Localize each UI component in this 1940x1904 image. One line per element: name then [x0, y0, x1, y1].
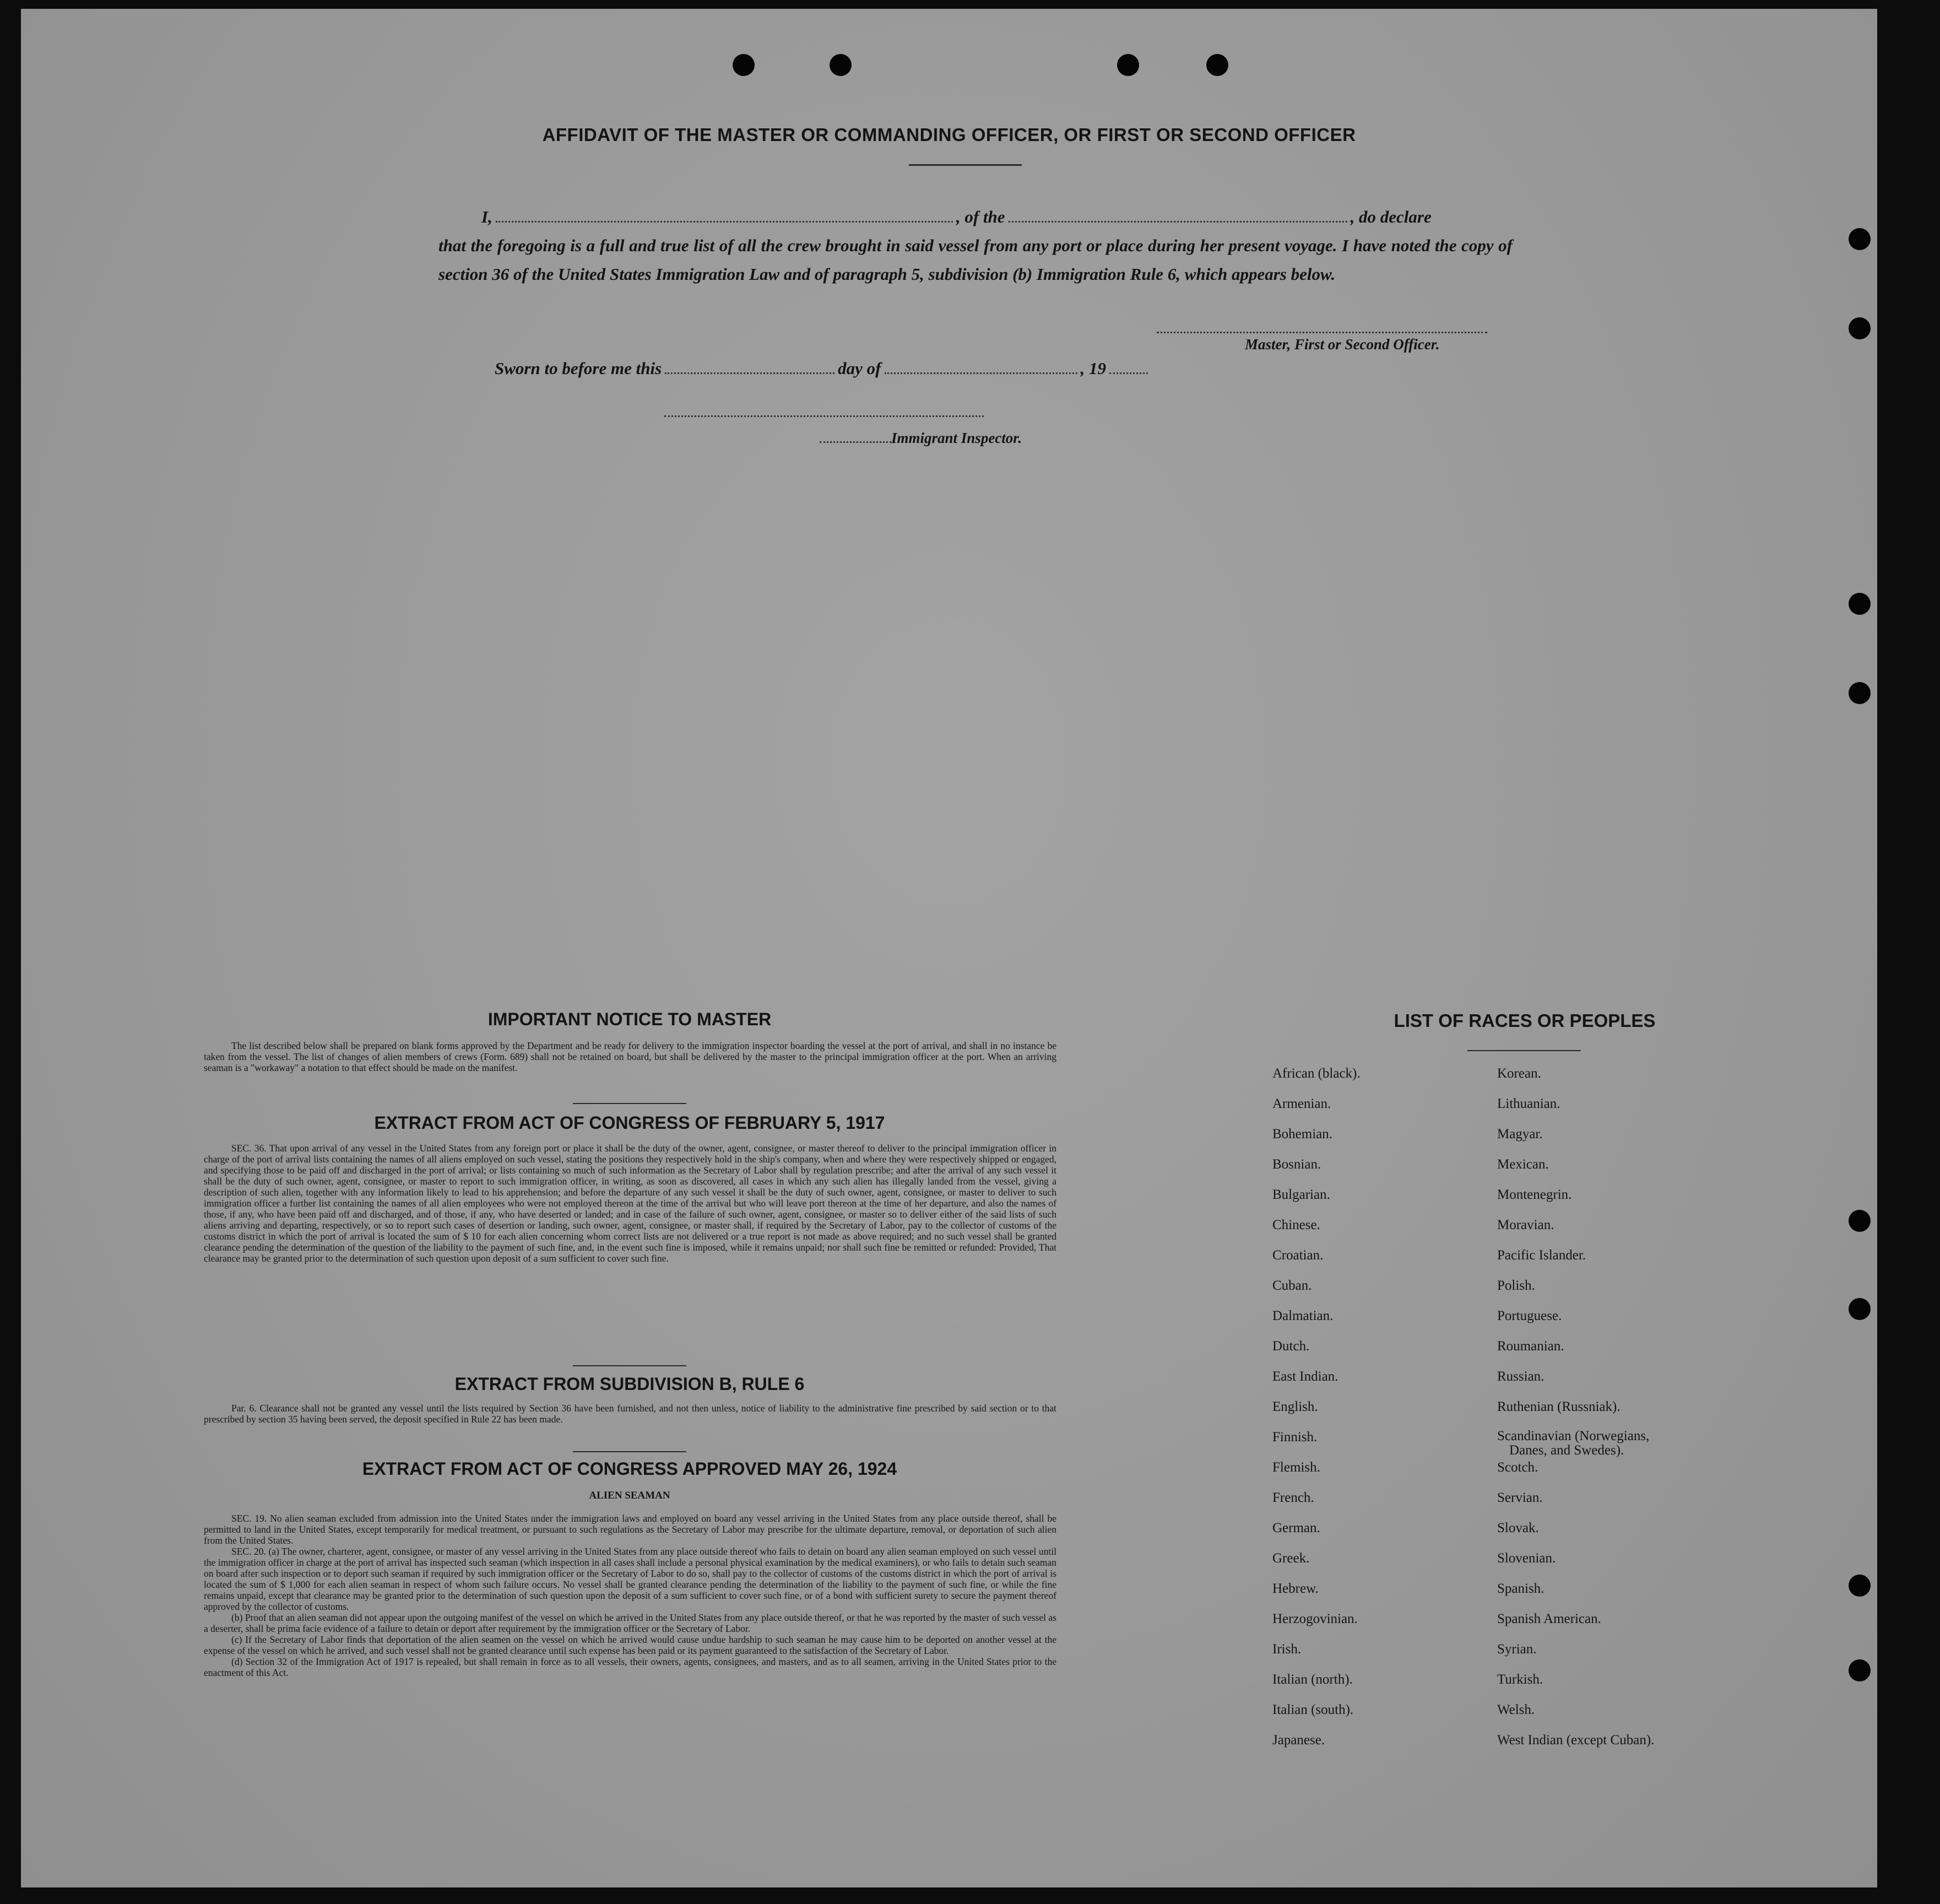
inspector-label: Immigrant Inspector. [891, 430, 1022, 446]
race-item: Flemish. [1272, 1460, 1320, 1475]
race-item: Slovak. [1497, 1521, 1539, 1535]
race-item: Pacific Islander. [1497, 1248, 1586, 1263]
punch-hole [1117, 54, 1139, 76]
notice-title: IMPORTANT NOTICE TO MASTER [487, 1009, 772, 1029]
declaration-text: that the foregoing is a full and true list of all the crew brought in said vessel from any port or place during her present voyage. I have noted the copy of section 36 of the United States Immigration Law and of paragraph 5, subdivision (b) Immigration Rule 6, which appears below. [438, 236, 1513, 284]
punch-hole [1849, 1575, 1871, 1597]
alien-seaman-subtitle: ALIEN SEAMAN [589, 1490, 670, 1501]
extract-rule6-text [204, 1403, 1056, 1425]
race-item: Greek. [1272, 1551, 1310, 1566]
sworn-month-field[interactable] [885, 358, 1077, 374]
divider [573, 1103, 686, 1104]
race-item: West Indian (except Cuban). [1497, 1733, 1655, 1748]
of-the-label: , of the [956, 207, 1005, 226]
extract-1917-title: EXTRACT FROM ACT OF CONGRESS OF FEBRUARY 5, 1917 [374, 1113, 885, 1133]
race-item: Spanish. [1497, 1581, 1545, 1596]
race-item: Spanish American. [1497, 1611, 1601, 1626]
sec-20c-paragraph: (c) If the Secretary of Labor finds that deportation of the alien seamen on the vessel on which he arrived would cause undue hardship to such seaman he may cause him to be deported on another vessel at the expense of the vessel on which he arrived, and such vessel shall not be granted clearance until such expense has been paid or its payment guaranteed to the satisfaction of the Secretary of Labor. [204, 1634, 1056, 1656]
race-item [1497, 1429, 1654, 1459]
race-item: Portuguese. [1497, 1308, 1562, 1323]
sec-20d-paragraph: (d) Section 32 of the Immigration Act of 1917 is repealed, but shall remain in force as to all vessels, their owners, agents, consignees, and masters, and as to all seamen, arriving in the United States prior to the enactment of this Act. [204, 1656, 1056, 1678]
extract-1924-text [204, 1513, 1056, 1678]
punch-hole [1849, 317, 1871, 339]
punch-hole [733, 54, 755, 76]
master-signature-label: Master, First or Second Officer. [1245, 336, 1440, 353]
race-item-label: Scandinavian (Norwegians, [1497, 1429, 1650, 1443]
extract-1924-title: EXTRACT FROM ACT OF CONGRESS APPROVED MAY 26, 1924 [362, 1459, 897, 1479]
race-item: East Indian. [1272, 1369, 1339, 1384]
par-6-paragraph: Par. 6. Clearance shall not be granted any vessel until the lists required by Section 36 have been furnished, and not then unless, notice of liability to the administrative fine prescribed by said section or to that prescribed by section 35 having been served, the deposit specified in Rule 22 has been made. [204, 1403, 1056, 1425]
sworn-year-field[interactable] [1109, 358, 1148, 374]
year-prefix: , 19 [1080, 359, 1106, 378]
race-item: Mexican. [1497, 1157, 1549, 1172]
sworn-label: Sworn to before me this [495, 359, 662, 378]
race-item: Cuban. [1272, 1278, 1312, 1293]
race-item: Herzogovinian. [1272, 1611, 1358, 1626]
divider [573, 1451, 686, 1452]
race-item: Scotch. [1497, 1460, 1538, 1475]
extract-rule6-title: EXTRACT FROM SUBDIVISION B, RULE 6 [454, 1374, 805, 1394]
race-item: Montenegrin. [1497, 1187, 1572, 1202]
i-word: I, [481, 207, 492, 226]
race-item: Croatian. [1272, 1248, 1324, 1263]
affidavit-title: AFFIDAVIT OF THE MASTER OR COMMANDING OFFICER, OR FIRST OR SECOND OFFICER [542, 125, 1356, 145]
punch-hole [1849, 593, 1871, 615]
races-left-column [1272, 1065, 1361, 1762]
race-item: Russian. [1497, 1369, 1545, 1384]
notice-paragraph: The list described below shall be prepared on blank forms approved by the Department and be ready for delivery to the immigration inspector boarding the vessel at the port of arrival, and shall in no instance be taken from the vessel. The list of changes of alien members of crews (Form. 689) shall not be retained on board, but shall be delivered by the master to the principal immigration officer at the port. When an arriving seaman is a "workaway" a notation to that effect should be made on the manifest. [204, 1040, 1056, 1073]
day-of-label: day of [838, 359, 881, 378]
notice-text [204, 1040, 1056, 1073]
race-item: Dutch. [1272, 1339, 1310, 1354]
race-item-continuation: Danes, and Swedes). [1509, 1443, 1624, 1458]
race-item: French. [1272, 1490, 1314, 1505]
inspector-dots [820, 430, 891, 443]
name-field[interactable] [496, 207, 953, 223]
affidavit-declaration [438, 203, 1513, 289]
divider [1467, 1050, 1581, 1051]
race-item: Lithuanian. [1497, 1096, 1560, 1111]
sec-19-paragraph: SEC. 19. No alien seaman excluded from admission into the United States under the immigration laws and employed on board any vessel arriving in the United States from any place outside thereof, shall be permitted to land in the United States, except temporarily for medical treatment, or pursuant to such regulations as the Secretary of Labor may prescribe for the ultimate departure, removal, or deportation of such alien from the United States. [204, 1513, 1056, 1546]
form-sheet [21, 9, 1877, 1887]
race-item: Servian. [1497, 1490, 1543, 1505]
extract-1917-text [204, 1143, 1056, 1264]
race-item: Ruthenian (Russniak). [1497, 1399, 1621, 1414]
race-item: Polish. [1497, 1278, 1535, 1293]
race-item: German. [1272, 1521, 1320, 1535]
inspector-signature-line[interactable] [664, 414, 984, 417]
race-item: Bohemian. [1272, 1127, 1333, 1142]
race-item: Syrian. [1497, 1642, 1537, 1657]
punch-hole [1849, 1298, 1871, 1320]
race-item: African (black). [1272, 1066, 1361, 1081]
race-item: Japanese. [1272, 1733, 1325, 1748]
sec-20a-paragraph: SEC. 20. (a) The owner, charterer, agent, consignee, or master of any vessel arriving in the United States from any place outside thereof who fails to detain on board any alien seaman employed on such vessel until the immigration officer in charge at the port of arrival has inspected such seaman (which inspection in all cases shall include a personal physical examination by the medical examiners), or who fails to detain such seaman on board after such inspection or to deport such seaman if required by such immigration officer or the Secretary of Labor to do so, shall pay to the collector of customs of the customs district in which the port of arrival is located the sum of $ 1,000 for each alien seaman in respect of whom such failure occurs. No vessel shall be granted clearance pending the determination of the liability to the payment of such fine, or while the fine remains unpaid, except that clearance may be granted prior to the determination of such question upon the deposit of a sum sufficient to cover such fine, or of a bond with sufficient surety to secure the payment thereof approved by the collector of customs. [204, 1546, 1056, 1612]
race-item: Dalmatian. [1272, 1308, 1334, 1323]
race-item: Bulgarian. [1272, 1187, 1330, 1202]
race-item: English. [1272, 1399, 1318, 1414]
race-item: Slovenian. [1497, 1551, 1556, 1566]
race-item: Moravian. [1497, 1218, 1554, 1232]
divider [909, 164, 1022, 166]
sec-20b-paragraph: (b) Proof that an alien seaman did not appear upon the outgoing manifest of the vessel on which he arrived in the United States from any place outside thereof, or that he was reported by the master of such vessel as a deserter, shall be prima facie evidence of a failure to detain or deport after requirement by the immigration officer or the Secretary of Labor. [204, 1612, 1056, 1634]
race-item: Armenian. [1272, 1096, 1331, 1111]
race-item: Finnish. [1272, 1430, 1318, 1445]
race-item: Chinese. [1272, 1218, 1320, 1232]
punch-hole [1206, 54, 1228, 76]
race-item: Roumanian. [1497, 1339, 1564, 1354]
race-item: Irish. [1272, 1642, 1302, 1657]
sworn-line [495, 358, 1148, 378]
do-declare-label: , do declare [1350, 207, 1432, 226]
race-item: Italian (south). [1272, 1702, 1354, 1717]
races-right-column [1497, 1065, 1654, 1762]
races-title: LIST OF RACES OR PEOPLES [1394, 1010, 1656, 1031]
punch-hole [1849, 1210, 1871, 1232]
section-36-paragraph: SEC. 36. That upon arrival of any vessel in the United States from any foreign port or place it shall be the duty of the owner, agent, consignee, or master thereof to deliver to the principal immigration officer in charge of the port of arrival lists containing the names of all aliens employed on such vessel, stating the positions they respectively hold in the ship's company, when and where they were respectively shipped or engaged, and specifying those to be paid off and discharged in the port of arrival; or lists containing so much of such information as the Secretary of Labor shall by regulation prescribe; and after the arrival of any such vessel it shall be the duty of such owner, agent, consignee, or master to report to such immigration officer, in writing, as soon as discovered, all cases in which any such alien has illegally landed from the vessel, giving a description of such alien, together with any information likely to lead to his apprehension; and before the departure of any such vessel it shall be the duty of such owner, agent, consignee, or master to deliver to such immigration officer a further list containing the names of all alien employees who were not employed thereon at the time of the arrival but who will leave port thereon at the time of her departure, and also the names of those, if any, who have been paid off and discharged, and of those, if any, who have deserted or landed; and in case of the failure of such owner, agent, consignee, or master so to deliver either of the said lists of such aliens arriving and departing, respectively, or so to report such cases of desertion or landing, such owner, agent, consignee, or master shall, if required by the Secretary of Labor, pay to the collector of customs of the customs district in which the port of arrival is located the sum of $ 10 for each alien concerning whom correct lists are not delivered or a true report is not made as above required; and no such vessel shall be granted clearance pending the determination of the question of the liability to the payment of such fine, and, in the event such fine is imposed, while it remains unpaid; nor shall such fine be remitted or refunded: Provided, That clearance may be granted prior to the determination of such question upon deposit of a sum sufficient to cover such fine. [204, 1143, 1056, 1264]
race-item: Magyar. [1497, 1127, 1543, 1142]
race-item: Hebrew. [1272, 1581, 1319, 1596]
sworn-day-field[interactable] [665, 358, 834, 374]
punch-hole [1849, 1659, 1871, 1681]
inspector-line [820, 430, 1022, 447]
race-item: Italian (north). [1272, 1672, 1353, 1687]
divider [573, 1365, 686, 1366]
race-item: Welsh. [1497, 1702, 1535, 1717]
master-signature-line[interactable] [1157, 331, 1487, 333]
race-item: Korean. [1497, 1066, 1541, 1081]
punch-hole [1849, 682, 1871, 704]
declaration-line [438, 203, 1513, 231]
punch-hole [830, 54, 852, 76]
race-item: Bosnian. [1272, 1157, 1321, 1172]
punch-hole [1849, 228, 1871, 250]
race-item: Turkish. [1497, 1672, 1543, 1687]
vessel-field[interactable] [1009, 207, 1347, 223]
